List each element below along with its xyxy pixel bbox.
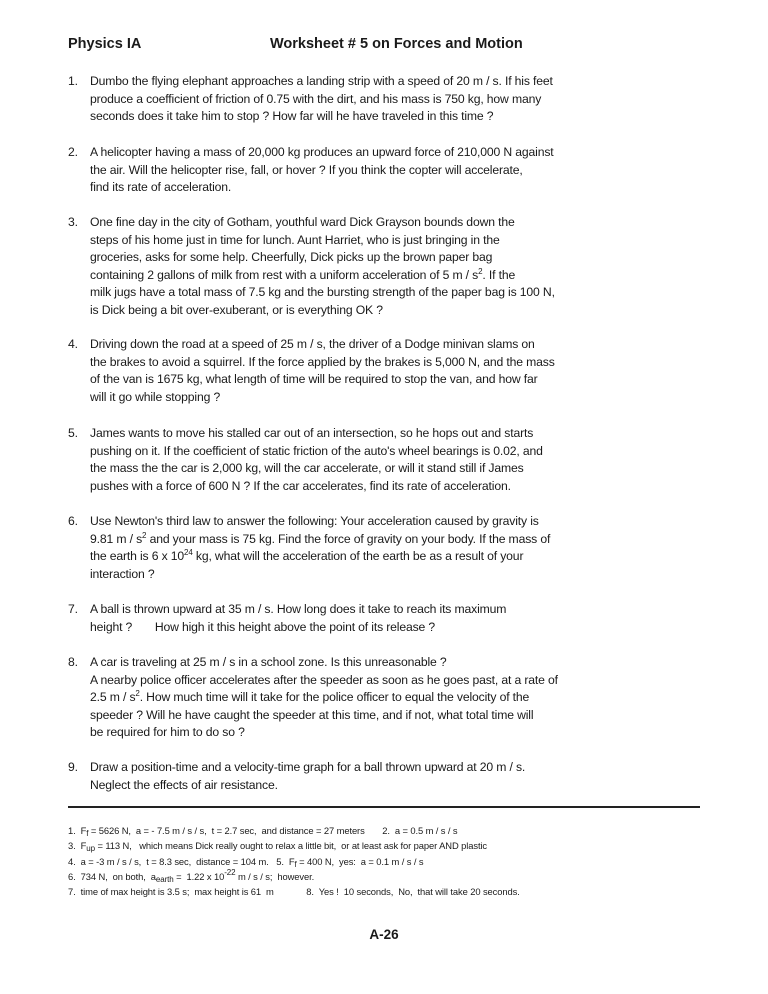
superscript: 2 [478,266,483,276]
text-run: kg, what will the acceleration of the earth be as a result of your [192,549,524,564]
text-run: containing 2 gallons of milk from rest with a uniform acceleration of 5 m / s [90,267,479,282]
question-line: A ball is thrown upward at 35 m / s. How long does it take to reach its maximum [90,602,507,616]
question-number: 2. [68,145,78,159]
question-number: 8. [68,655,78,669]
question-line: will it go while stopping ? [90,389,221,404]
subscript: earth [155,874,174,884]
subscript: f [86,829,89,838]
superscript: -22 [224,867,236,877]
answer-key [68,823,708,899]
answer-line [68,838,708,853]
question-line: Neglect the effects of air resistance. [90,777,278,792]
question-line: Use Newton's third law to answer the following: Your acceleration caused by gravity is [90,514,539,528]
question-number: 6. [68,514,78,528]
question-text [90,425,708,495]
answer-line: 7. time of max height is 3.5 s; max height is 61 m 8. Yes ! 10 seconds, No, that will take 20 seconds. [68,886,520,898]
text-run: 2.5 m / s [90,690,136,705]
question-text [90,144,708,197]
question-text [90,759,708,794]
question-text [90,214,708,320]
question-line: One fine day in the city of Gotham, youthful ward Dick Grayson bounds down the [90,215,515,229]
question-number: 4. [68,337,78,351]
question-line: find its rate of acceleration. [90,180,232,195]
question-2 [68,144,708,197]
course-name: Physics IA [68,36,142,52]
question-8 [68,654,708,742]
question-line: of the van is 1675 kg, what length of time will be required to stop the van, and how far [90,372,538,387]
question-line: is Dick being a bit over-exuberant, or is everything OK ? [90,302,383,317]
question-text [90,513,708,583]
question-line: height ? How high it this height above the point of its release ? [90,619,436,634]
question-number: 5. [68,426,78,440]
question-text [90,654,708,742]
question-line: the air. Will the helicopter rise, fall, or hover ? If you think the copter will accelerate, [90,162,523,177]
question-line [90,689,708,707]
question-line: groceries, asks for some help. Cheerfully, Dick picks up the brown paper bag [90,250,493,265]
question-line: A helicopter having a mass of 20,000 kg produces an upward force of 210,000 N against [90,145,554,159]
question-line: A nearby police officer accelerates after the speeder as soon as he goes past, at a rate of [90,672,558,687]
question-line: pushes with a force of 600 N ? If the car accelerates, find its rate of acceleration. [90,478,511,493]
superscript: 2 [142,530,147,540]
question-line [90,267,708,285]
question-number: 1. [68,74,78,88]
subscript: up [86,844,95,854]
question-line: interaction ? [90,566,155,581]
question-1 [68,73,708,126]
text-run: = 1.22 x 10 [173,870,225,882]
text-run: . How much time will it take for the police officer to equal the velocity of the [139,690,530,705]
text-run: the earth is 6 x 10 [90,549,185,564]
question-text [90,601,708,636]
question-line: the brakes to avoid a squirrel. If the force applied by the brakes is 5,000 N, and the mass [90,354,555,369]
answer-line [68,854,708,869]
question-text [90,336,708,406]
question-line: seconds does it take him to stop ? How far will he have traveled in this time ? [90,109,494,124]
question-line: milk jugs have a total mass of 7.5 kg and the bursting strength of the paper bag is 100 N, [90,285,555,300]
worksheet-header [68,36,708,56]
text-run: 4. a = -3 m / s / s, t = 8.3 sec, distance = 104 m. 5. F [68,855,295,867]
question-7 [68,601,708,636]
question-line: steps of his home just in time for lunch. Aunt Harriet, who is just bringing in the [90,232,500,247]
question-line: Dumbo the flying elephant approaches a landing strip with a speed of 20 m / s. If his feet [90,74,553,88]
question-number: 7. [68,602,78,616]
question-6 [68,513,708,583]
question-line: James wants to move his stalled car out of an intersection, so he hops out and starts [90,426,534,440]
page-number: A-26 [369,927,399,942]
question-line [90,548,708,566]
question-line: Driving down the road at a speed of 25 m / s, the driver of a Dodge minivan slams on [90,337,535,351]
question-9 [68,759,708,794]
question-line: Draw a position-time and a velocity-time graph for a ball thrown upward at 20 m / s. [90,760,526,774]
question-line: be required for him to do so ? [90,725,245,740]
text-run: 6. 734 N, on both, a [68,870,156,882]
text-run: 1. F [68,825,87,836]
superscript: 24 [184,548,193,558]
subscript: f [294,859,297,869]
text-run: = 400 N, yes: a = 0.1 m / s / s [296,855,424,867]
text-run: m / s / s; however. [235,870,315,882]
question-line: produce a coefficient of friction of 0.75 with the dirt, and his mass is 750 kg, how many [90,91,542,106]
question-line: speeder ? Will he have caught the speeder at this time, and if not, what total time will [90,707,534,722]
question-text [90,73,708,126]
answer-line [68,823,708,838]
text-run: = 113 N, which means Dick really ought to relax a little bit, or at least ask for paper AND plastic [94,840,488,852]
question-line: A car is traveling at 25 m / s in a school zone. Is this unreasonable ? [90,655,447,669]
question-line [90,531,708,549]
question-line: pushing on it. If the coefficient of static friction of the auto's wheel bearings is 0.02, and [90,443,543,458]
text-run: = 5626 N, a = - 7.5 m / s / s, t = 2.7 sec, and distance = 27 meters 2. a = 0.5 m / s / s [88,825,458,836]
worksheet-title: Worksheet # 5 on Forces and Motion [270,36,523,52]
question-3 [68,214,708,320]
superscript: 2 [135,689,140,699]
question-4 [68,336,708,406]
text-run: and your mass is 75 kg. Find the force of gravity on your body. If the mass of [146,531,551,546]
divider-line [68,806,700,808]
text-run: . If the [482,267,516,282]
answer-line [68,869,708,884]
question-5 [68,425,708,495]
text-run: 3. F [68,840,87,852]
question-number: 9. [68,760,78,774]
text-run: 9.81 m / s [90,531,143,546]
question-number: 3. [68,215,78,229]
question-line: the mass the the car is 2,000 kg, will the car accelerate, or will it stand still if James [90,461,524,476]
